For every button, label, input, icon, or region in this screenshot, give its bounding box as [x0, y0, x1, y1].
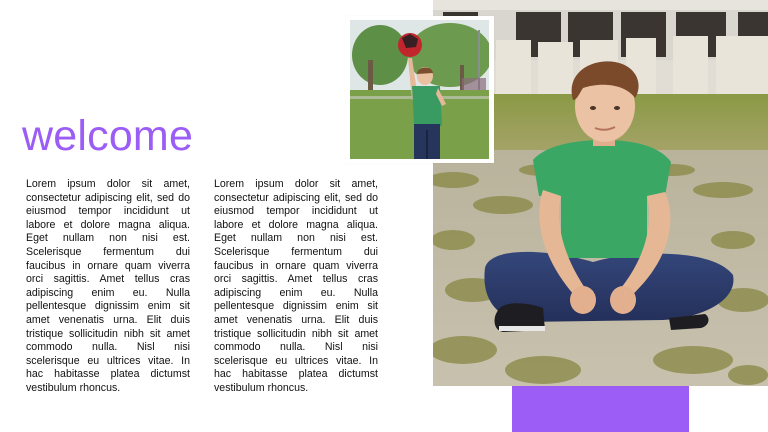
body-text-column-right: Lorem ipsum dolor sit amet, consectetur adipiscing elit, sed do eiusmod tempor incididunt ut labore et dolore magna aliqua. Eget nullam non nisi est. Scelerisque fermentum dui faucibus in ornare quam viverra orci sagittis. Amet tellus cras adipiscing enim eu. Nulla pellentesque dignissim enim sit amet venenatis urna. Elit duis tristique sollicitudin nibh sit amet commodo nulla. Nisl nisi scelerisque eu ultrices vitae. In hac habitasse platea dictumst vestibulum rhoncus. [214, 178, 378, 394]
body-text-column-left: Lorem ipsum dolor sit amet, consectetur adipiscing elit, sed do eiusmod tempor incididunt ut labore et dolore magna aliqua. Eget nullam non nisi est. Scelerisque fermentum dui faucibus in ornare quam viverra orci sagittis. Amet tellus cras adipiscing enim eu. Nulla pellentesque dignissim enim sit amet venenatis urna. Elit duis tristique sollicitudin nibh sit amet commodo nulla. Nisl nisi scelerisque eu ultrices vitae. In hac habitasse platea dictumst vestibulum rhoncus. [26, 178, 190, 394]
photo-boy-with-ball-illustration [350, 20, 489, 159]
photo-boy-with-ball [350, 20, 489, 159]
slide-title: welcome [22, 112, 194, 160]
accent-color-block [512, 386, 689, 432]
photo-frame-small [346, 16, 494, 163]
